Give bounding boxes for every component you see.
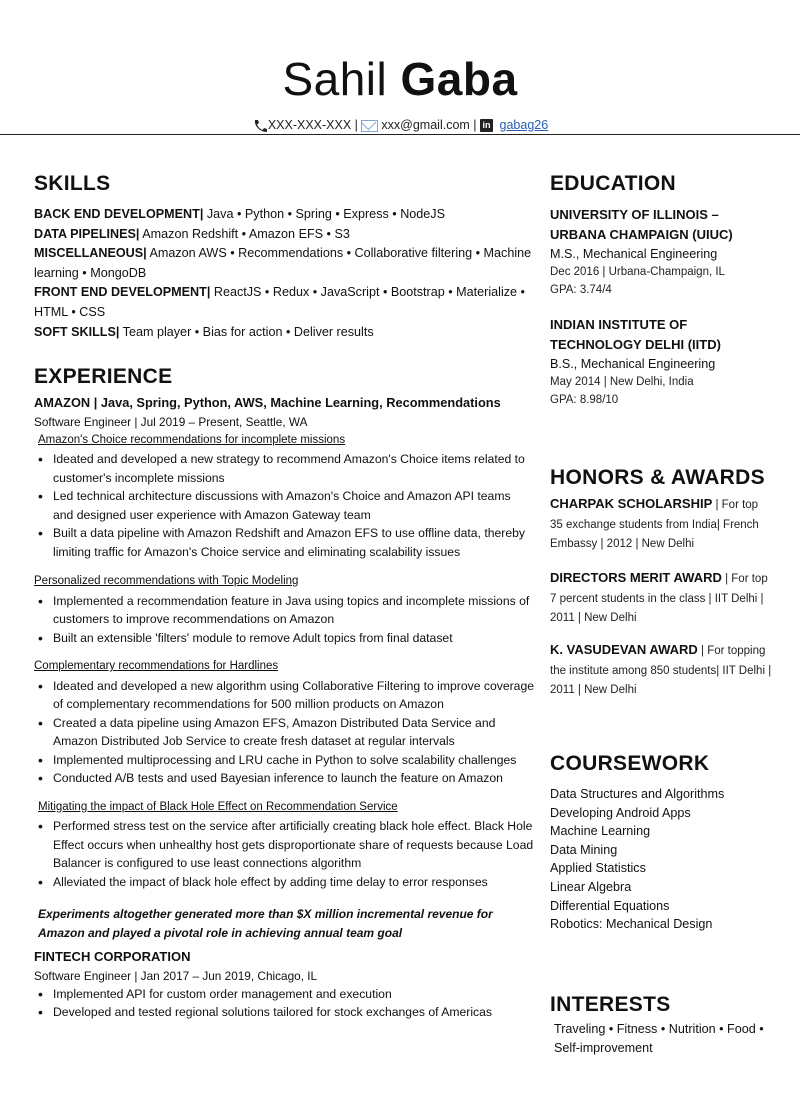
degree: M.S., Mechanical Engineering: [550, 247, 718, 261]
honor-item: [550, 494, 772, 554]
award-detail: | For top 7 percent students in the class | IIT Delhi | 2011 | New Delhi: [550, 573, 768, 624]
skill-text: Amazon AWS • Recommendations • Collaborative filtering • Machine learning • MongoDB: [34, 246, 532, 280]
skill-row: [34, 205, 534, 225]
award-name: K. VASUDEVAN AWARD: [550, 642, 698, 657]
course-item: Machine Learning: [550, 824, 651, 839]
course-item: Data Structures and Algorithms: [550, 787, 725, 801]
bullet-item: • Conducted A/B tests and used Bayesian inference to launch the feature on Amazon: [34, 769, 534, 788]
candidate-name: [0, 52, 800, 106]
skill-row: [34, 283, 534, 322]
skill-label: FRONT END DEVELOPMENT|: [34, 285, 211, 300]
bullet-item: • Developed and tested regional solutions tailored for stock exchanges of Americas: [34, 1003, 534, 1022]
coursework-list: [550, 785, 790, 934]
skill-row: [34, 225, 534, 245]
honor-item: [550, 640, 772, 700]
course-item: Applied Statistics: [550, 861, 646, 876]
amazon-experience: [34, 393, 534, 942]
separator: |: [473, 118, 477, 132]
phone-icon: [252, 119, 268, 133]
phone-number: XXX-XXX-XXX: [267, 118, 352, 132]
course-item: Data Mining: [550, 842, 618, 857]
degree-date: May 2014 | New Delhi, India: [550, 376, 694, 388]
project-bullets: [34, 677, 534, 788]
email-address[interactable]: xxx@gmail.com: [381, 118, 470, 132]
skill-text: Team player • Bias for action • Deliver results: [119, 324, 374, 339]
degree: B.S., Mechanical Engineering: [550, 357, 716, 371]
gpa: GPA: 8.98/10: [550, 393, 619, 406]
skills-list: [34, 205, 534, 342]
fintech-bullets: [34, 985, 534, 1022]
course-item: Differential Equations: [550, 898, 670, 913]
gpa: GPA: 3.74/4: [550, 283, 612, 296]
school-name: UNIVERSITY OF ILLINOIS – URBANA CHAMPAIGN (UIUC): [550, 207, 733, 242]
skill-label: SOFT SKILLS|: [34, 324, 120, 339]
impact-summary: Experiments altogether generated more than $X million incremental revenue for Amazon and played a pivotal role in achieving annual team goal: [38, 907, 493, 940]
skill-text: ReactJS • Redux • JavaScript • Bootstrap • Materialize • HTML • CSS: [34, 285, 525, 319]
bullet-item: • Performed stress test on the service after artificially creating black hole effect. Black Hole Effect occurs when unhealthy host gets disproportionate share of requests because Load Balancer is configured to use least connections algorithm: [34, 817, 534, 873]
bullet-item: • Built a data pipeline with Amazon Redshift and Amazon EFS to use offline data, thereby limiting traffic for Amazon's Choice service and eliminating scalability issues: [34, 524, 534, 561]
award-detail: | For top 35 exchange students from India| French Embassy | 2012 | New Delhi: [550, 499, 759, 550]
bullet-item: • Ideated and developed a new strategy to recommend Amazon's Choice items related to customer's incomplete missions: [34, 450, 534, 487]
degree-date: Dec 2016 | Urbana-Champaign, IL: [550, 266, 725, 278]
coursework-heading: COURSEWORK: [550, 752, 710, 775]
skill-row: [34, 244, 534, 283]
contact-line: [0, 118, 800, 133]
linkedin-link[interactable]: gabag26: [499, 118, 549, 132]
linkedin-icon: in: [480, 119, 493, 132]
course-item: Developing Android Apps: [550, 805, 691, 820]
experience-heading: EXPERIENCE: [34, 365, 173, 388]
interests-text: Traveling • Fitness • Nutrition • Food • Self-improvement: [554, 1022, 764, 1055]
project-title: Personalized recommendations with Topic Modeling: [34, 575, 299, 587]
bullet-item: • Built an extensible 'filters' module to remove Adult topics from final dataset: [34, 629, 534, 648]
role-line: Software Engineer | Jul 2019 – Present, Seattle, WA: [34, 414, 308, 429]
bullet-item: • Implemented a recommendation feature in Java using topics and incomplete missions of customers to improve recommendations on Amazon: [34, 592, 534, 629]
education-item: [550, 315, 790, 409]
honors-heading: HONORS & AWARDS: [550, 466, 765, 489]
bullet-item: • Led technical architecture discussions with Amazon's Choice and Amazon API teams and designed user experience with Amazon Gateway team: [34, 487, 534, 524]
bullet-item: • Ideated and developed a new algorithm using Collaborative Filtering to improve coverage of complementary recommendations for 500 million products on Amazon: [34, 677, 534, 714]
education-item: [550, 205, 790, 299]
skill-label: DATA PIPELINES|: [34, 226, 140, 241]
school-name: INDIAN INSTITUTE OF TECHNOLOGY DELHI (IITD): [550, 317, 721, 352]
project-title: Mitigating the impact of Black Hole Effect on Recommendation Service: [38, 800, 398, 813]
project-bullets: [34, 450, 534, 561]
skills-heading: SKILLS: [34, 172, 111, 195]
skill-text: Amazon Redshift • Amazon EFS • S3: [139, 226, 350, 241]
role-line: Software Engineer | Jan 2017 – Jun 2019, Chicago, IL: [34, 968, 318, 983]
company-line: FINTECH CORPORATION: [34, 949, 191, 964]
award-name: CHARPAK SCHOLARSHIP: [550, 496, 713, 511]
skill-label: MISCELLANEOUS|: [34, 246, 147, 261]
project-bullets: [34, 817, 534, 891]
project-title: Complementary recommendations for Hardlines: [34, 660, 279, 672]
mail-icon: [361, 120, 378, 132]
skill-label: BACK END DEVELOPMENT|: [34, 207, 204, 221]
skill-row: [34, 323, 534, 343]
project-title: Amazon's Choice recommendations for incomplete missions: [38, 433, 346, 446]
header-divider: [0, 134, 800, 135]
company-line: AMAZON | Java, Spring, Python, AWS, Machine Learning, Recommendations: [34, 395, 501, 410]
project-bullets: [34, 592, 534, 648]
bullet-item: • Alleviated the impact of black hole effect by adding time delay to error responses: [34, 873, 534, 892]
award-detail: | For topping the institute among 850 students| IIT Delhi | 2011 | New Delhi: [550, 645, 772, 696]
fintech-experience: [34, 947, 534, 1022]
education-heading: EDUCATION: [550, 172, 676, 195]
last-name: Gaba: [400, 53, 518, 105]
skill-text: Java • Python • Spring • Express • NodeJS: [203, 207, 445, 221]
interests-heading: INTERESTS: [550, 993, 671, 1016]
bullet-item: • Implemented multiprocessing and LRU cache in Python to solve scalability challenges: [34, 751, 534, 770]
first-name: Sahil: [282, 53, 388, 105]
award-name: DIRECTORS MERIT AWARD: [550, 570, 722, 585]
bullet-item: • Implemented API for custom order management and execution: [34, 985, 534, 1004]
course-item: Robotics: Mechanical Design: [550, 917, 713, 932]
course-item: Linear Algebra: [550, 879, 632, 894]
bullet-item: • Created a data pipeline using Amazon EFS, Amazon Distributed Data Service and Amazon Distributed Job Service to create fresh dataset at regular intervals: [34, 714, 534, 751]
separator: |: [354, 118, 358, 132]
honor-item: [550, 568, 772, 628]
